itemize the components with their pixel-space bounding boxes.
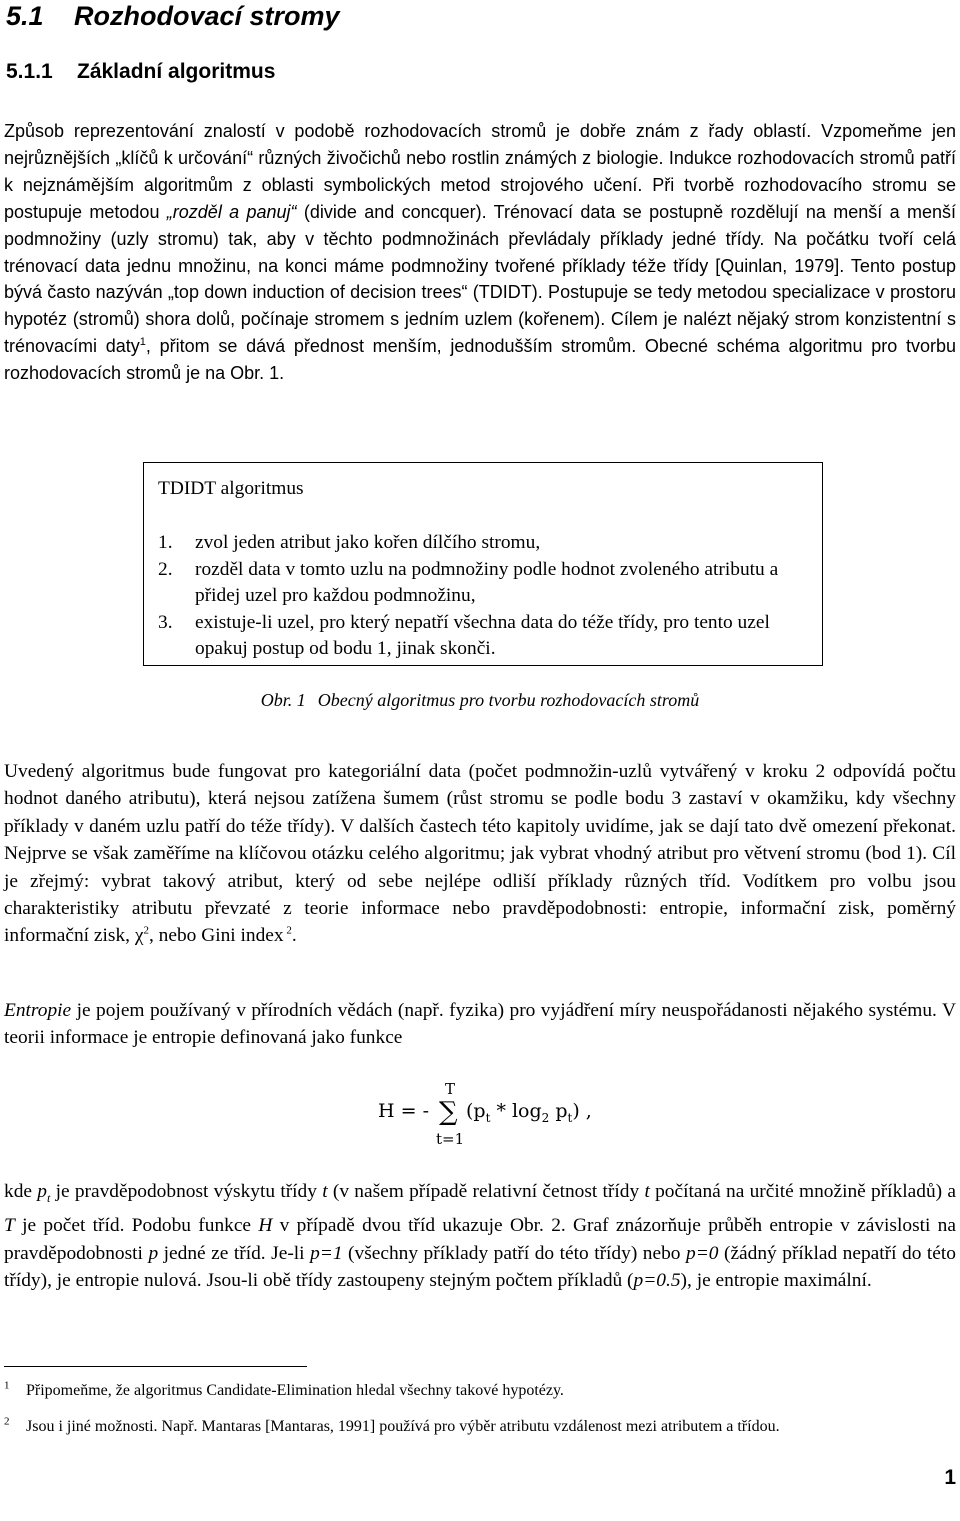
subsection-number: 5.1.1 [6, 60, 53, 83]
page-number: 1 [944, 1466, 956, 1489]
algorithm-step: 1. zvol jeden atribut jako kořen dílčího stromu, [158, 532, 541, 553]
divide-conquer-phrase: „rozděl a panuj“ [166, 201, 297, 222]
subsection-title: Základní algoritmus [77, 60, 276, 83]
sum-lower-limit: t=1 [436, 1130, 465, 1148]
footnote-1: $^1$ Připomeňme, že algoritmus Candidate-Elimination hledal všechny takové hypotézy. [4, 1379, 564, 1399]
footnote-ref-2: 2 [283, 924, 292, 937]
subsection-heading [6, 58, 275, 86]
entropy-explanation-paragraph: kde $p_t$ je pravděpodobnost výskytu třídy t (v našem případě relativní četnost třídy t počítaná na určité množině příkladů) a T je počet tříd. Podobu funkce H v případě dvou tříd ukazuje Obr. 2. Graf znázorňuje průběh entropie v závislosti na pravděpodobnosti p jedné ze tříd. Je-li p=1 (všechny příklady patří do této třídy) nebo p=0 (žádný příklad nepatří do této třídy), je entropie nulová. Jsou-li obě třídy zastoupeny stejným počtem příkladů (p=0.5), je entropie maximální. [4, 1181, 956, 1292]
section-heading [6, 0, 340, 32]
algorithm-title: TDIDT algoritmus [158, 478, 304, 499]
sum-sign: ∑ [439, 1097, 458, 1127]
footnote-separator [4, 1366, 307, 1367]
formula-body: $(p_t * \log_2 p_t)$ , [466, 1100, 592, 1125]
figure-label: Obr. 1 [260, 690, 306, 710]
sum-upper-limit: T [445, 1080, 456, 1098]
algorithm-box [143, 462, 823, 666]
figure-caption [0, 688, 960, 712]
entropy-formula [378, 1080, 638, 1150]
algorithm-discussion-paragraph: Uvedený algoritmus bude fungovat pro kategoriální data (počet podmnožin-uzlů vytvářený v kroku 2 odpovídá počtu hodnot daného atributu), která nejsou zatížena šumem (růst stromu se podle bodu 3 zastaví v okamžiku, kdy všechny příklady v daném uzlu patří do téže třídy). V dalších častech této kapitoly uvidíme, jak se dají tato dvě omezení překonat. Nejprve se však zaměříme na klíčovou otázku celého algoritmu; jak vybrat vhodný atribut pro větvení stromu (bod 1). Cíl je zřejmý: vybrat takový atribut, který od sebe nejlépe odliší příklady různých tříd. Vodítkem pro volbu jsou charakteristiky atributu převzaté z teorie informace nebo pravděpodobnosti: entropie, informační zisk, poměrný informační zisk, $\chi^2$, nebo Gini index $^2$. [4, 761, 956, 947]
figure-caption-text: Obecný algoritmus pro tvorbu rozhodovacích stromů [317, 690, 700, 710]
entropy-term: Entropie [4, 1000, 72, 1021]
section-title: Rozhodovací stromy [74, 1, 340, 31]
algorithm-steps [158, 530, 818, 663]
intro-paragraph: Způsob reprezentování znalostí v podobě rozhodovacích stromů je dobře znám z řady oblastí. Vzpomeňme jen nejrůznějších „klíčů k určování“ různých živočichů nebo rostlin známých z biologie. Indukce rozhodovacích stromů patří k nejznámějším algoritmům z oblasti symbolických metod strojového učení. Při tvorbě rozhodovacího stromu se postupuje metodou „rozděl a panuj“ (divide and concquer). Trénovací data se postupně rozdělují na menší a menší podmnožiny (uzly stromu) tak, aby v těchto podmnožinách převládaly příklady jedné třídy. Na počátku tvoří celá trénovací data jednu množinu, na konci máme podmnožiny tvořené příklady téže třídy [Quinlan, 1979]. Tento postup bývá často nazýván „top down induction of decision trees“ (TDIDT). Postupuje se tedy metodou specializace v prostoru hypotéz (stromů) shora dolů, počínaje stromem s jedním uzlem (kořenem). Cílem je nalézt nějaký strom konzistentní s trénovacími daty$^1$, přitom se dává přednost menším, jednodušším stromům. Obecné schéma algoritmu pro tvorbu rozhodovacích stromů je na Obr. 1. [4, 121, 956, 384]
footnote-ref-1: 1 [139, 336, 146, 349]
section-number: 5.1 [6, 1, 44, 31]
formula-lhs: H = - [378, 1100, 429, 1122]
footnote-2: $^2$ Jsou i jiné možnosti. Např. Mantaras [Mantaras, 1991] používá pro výběr atributu vzdálenost mezi atributem a třídou. [4, 1415, 780, 1435]
algorithm-step: 2. rozděl data v tomto uzlu na podmnožiny podle hodnot zvoleného atributu a přidej uzel pro každou podmnožinu, [158, 558, 779, 606]
entropy-paragraph: Entropie je pojem používaný v přírodních vědách (např. fyzika) pro vyjádření míry neuspořádanosti nějakého systému. V teorii informace je entropie definovaná jako funkce [4, 1000, 956, 1049]
algorithm-step: 3. existuje-li uzel, pro který nepatří všechna data do téže třídy, pro tento uzel opakuj postup od bodu 1, jinak skonči. [158, 611, 770, 659]
chi-square-exponent: 2 [143, 924, 149, 937]
